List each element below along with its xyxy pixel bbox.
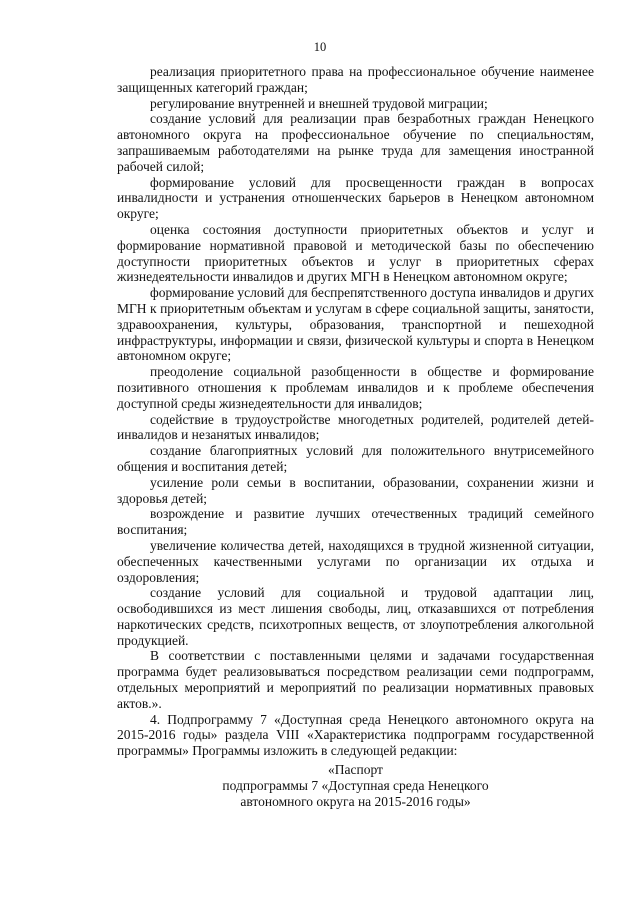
passport-title: «Паспорт: [328, 762, 383, 777]
body-text: [117, 64, 594, 759]
passport-subtitle-line: подпрограммы 7 «Доступная среда Ненецкого: [222, 778, 489, 793]
paragraph: регулирование внутренней и внешней трудовой миграции;: [150, 95, 488, 111]
paragraph: преодоление социальной разобщенности в обществе и формирование позитивного отношения к проблемам инвалидов и к проблеме обеспечения доступной среды жизнедеятельности для инвалидов;: [117, 364, 594, 411]
paragraph: создание условий для реализации прав безработных граждан Ненецкого автономного округа на профессиональное обучение по специальностям, запрашиваемым работодателями на рынке труда для замещения иностранной рабочей силой;: [117, 111, 594, 174]
paragraph: создание условий для социальной и трудовой адаптации лиц, освободившихся из мест лишения свободы, лиц, отказавшихся от потребления наркотических средств, психотропных веществ, от злоупотребления алкогольной продукцией.: [117, 585, 594, 648]
paragraph: В соответствии с поставленными целями и задачами государственная программа будет реализовываться посредством реализации семи подпрограмм, отдельных мероприятий и мероприятий по реализации нормативных правовых актов.».: [117, 648, 594, 711]
paragraph: оценка состояния доступности приоритетных объектов и услуг и формирование нормативной правовой и методической базы по обеспечению доступности приоритетных объектов и услуг в приоритетных сферах жизнедеятельности инвалидов и других МГН в Ненецком автономном округе;: [117, 221, 594, 285]
passport-heading: [117, 762, 594, 810]
page-number: 10: [313, 40, 327, 54]
paragraph: создание благоприятных условий для положительного внутрисемейного общения и воспитания детей;: [117, 443, 594, 474]
paragraph: формирование условий для просвещенности граждан в вопросах инвалидности и устранения отношенческих барьеров в Ненецком автономном округе;: [117, 174, 594, 222]
paragraph: 4. Подпрограмму 7 «Доступная среда Ненецкого автономного округа на 2015-2016 годы» раздела VIII «Характеристика подпрограмм государственной программы» Программы изложить в следующей редакции:: [117, 711, 594, 759]
paragraph: усиление роли семьи в воспитании, образовании, сохранении жизни и здоровья детей;: [117, 474, 594, 506]
paragraph: содействие в трудоустройстве многодетных родителей, родителей детей-инвалидов и незанятых инвалидов;: [117, 411, 594, 443]
paragraph: увеличение количества детей, находящихся в трудной жизненной ситуации, обеспеченных качественными услугами по организации их отдыха и оздоровления;: [117, 537, 594, 585]
paragraph: формирование условий для беспрепятственного доступа инвалидов и других МГН к приоритетным объектам и услугам в сфере социальной защиты, занятости, здравоохранения, культуры, образования, транспортной и пешеходной инфраструктуры, информации и связи, физической культуры и спорта в Ненецком автономном округе;: [117, 285, 594, 364]
passport-subtitle-line: автономного округа на 2015-2016 годы»: [240, 794, 471, 809]
paragraph: реализация приоритетного права на профессиональное обучение наименее защищенных категорий граждан;: [117, 64, 594, 95]
paragraph: возрождение и развитие лучших отечественных традиций семейного воспитания;: [117, 506, 594, 538]
